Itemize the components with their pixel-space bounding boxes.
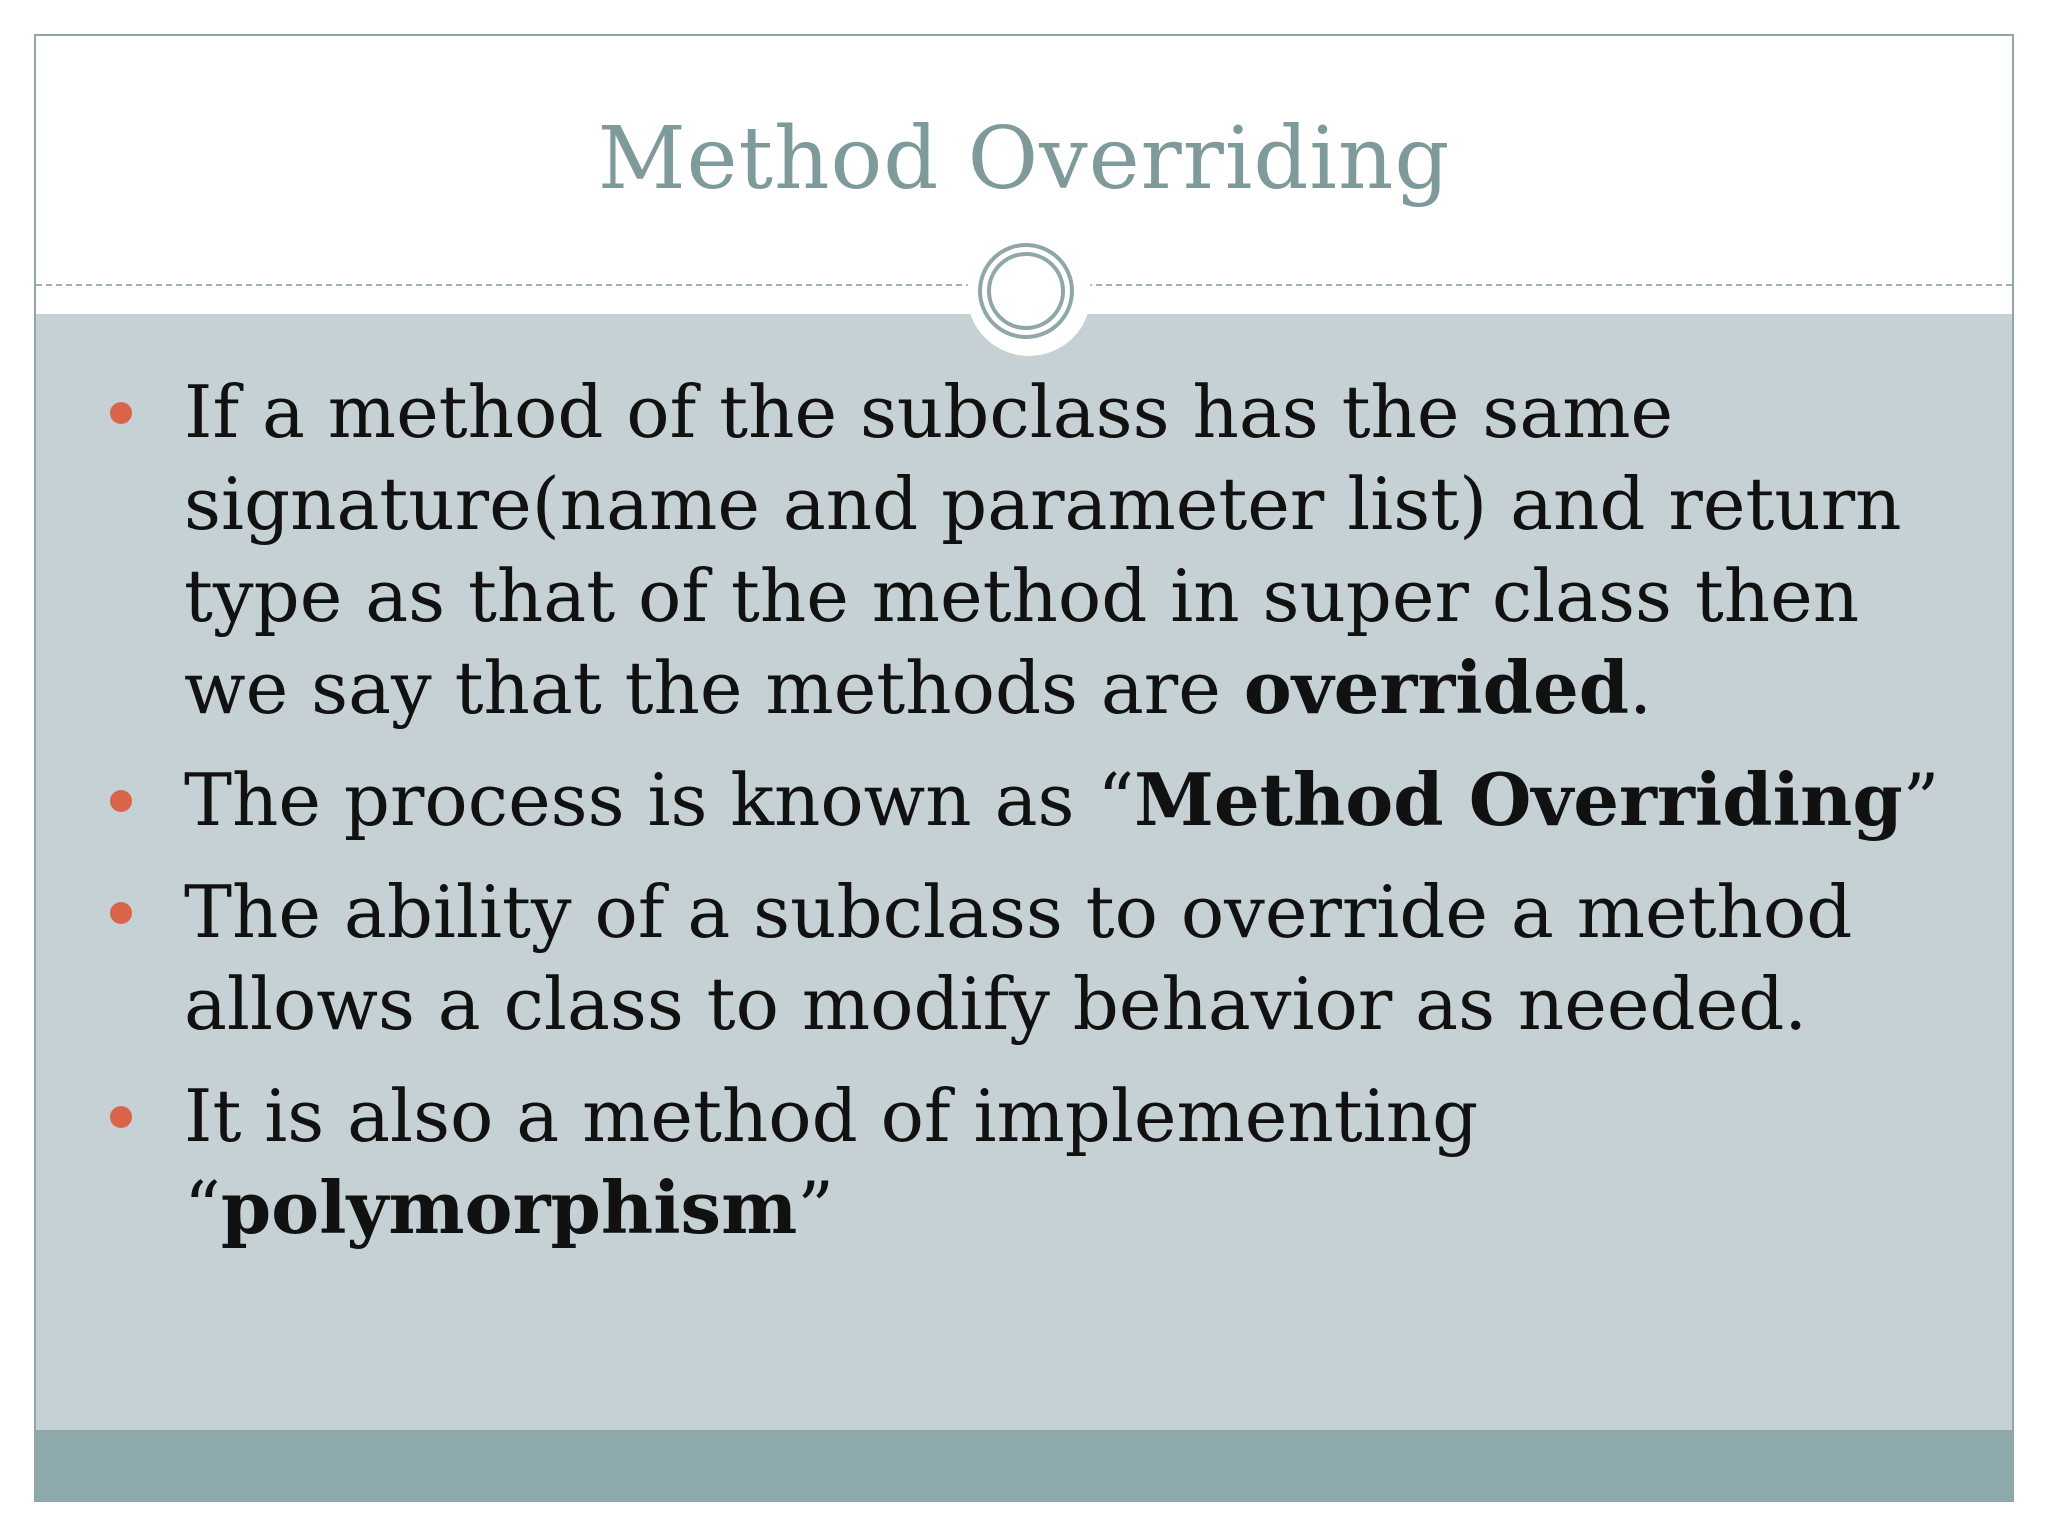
bullet-dot-icon <box>110 902 132 924</box>
bullet-list <box>96 366 1966 1274</box>
circle-ornament-inner <box>987 252 1065 330</box>
bullet-text: The process is known as “ <box>184 758 1135 842</box>
bullet-emphasis: polymorphism <box>220 1165 798 1250</box>
bullet-emphasis: Method Overriding <box>1134 757 1903 842</box>
slide <box>34 34 2014 1502</box>
footer-bar <box>36 1430 2012 1502</box>
bullet-text-end: ” <box>1902 758 1940 842</box>
bullet-item <box>96 866 1966 1050</box>
bullet-text: It is also a method of implementing “ <box>184 1074 1479 1250</box>
bullet-text: The ability of a subclass to override a method allows a class to modify behavior as needed. <box>184 870 1853 1046</box>
bullet-text-end: ” <box>797 1166 835 1250</box>
bullet-text: If a method of the subclass has the same signature(name and parameter list) and return type as that of the method in super class then we say that the methods are <box>184 370 1902 730</box>
bullet-emphasis: overrided <box>1243 645 1630 730</box>
bullet-text-end: . <box>1629 646 1652 730</box>
bullet-item <box>96 366 1966 734</box>
bullet-dot-icon <box>110 1106 132 1128</box>
bullet-dot-icon <box>110 402 132 424</box>
bullet-item <box>96 1070 1966 1254</box>
bullet-item <box>96 754 1966 846</box>
bullet-dot-icon <box>110 790 132 812</box>
slide-title: Method Overriding <box>597 109 1451 209</box>
